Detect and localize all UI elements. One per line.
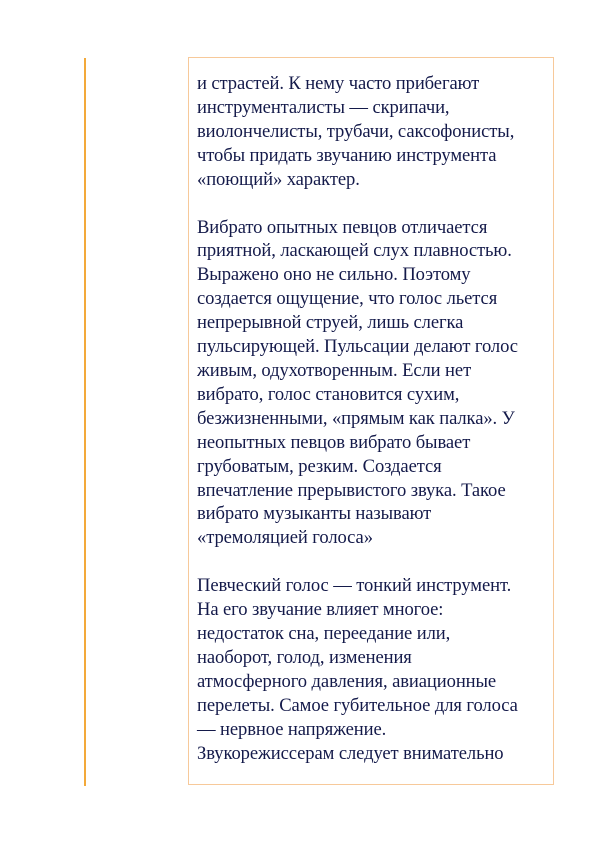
paragraph-instrumentalists: и страстей. К нему часто прибегают инструменталисты — скрипачи, виолончелисты, трубачи, саксофонисты, чтобы придать звучанию инструмента «поющий» характер.	[197, 73, 515, 190]
paragraph-vibrato: Вибрато опытных певцов отличается приятной, ласкающей слух плавностью. Выражено оно не сильно. Поэтому создается ощущение, что голос льется непрерывной струей, лишь слегка пульсирующей. Пульсации делают голос живым, одухотворенным. Если нет вибрато, голос становится сухим, безжизненными, «прямым как палка». У неопытных певцов вибрато бывает грубоватым, резким. Создается впечатление прерывистого звука. Такое вибрато музыканты называют «тремоляцией голоса»	[197, 216, 518, 549]
text-frame	[188, 57, 554, 785]
paragraph-singing-voice: Певческий голос — тонкий инструмент. На его звучание влияет многое: недостаток сна, переедание или, наоборот, голод, изменения атмосферного давления, авиационные перелеты. Самое губительное для голоса — нервное напряжение. Звукорежиссерам следует внимательно	[197, 575, 518, 764]
left-margin-rule	[84, 58, 86, 786]
